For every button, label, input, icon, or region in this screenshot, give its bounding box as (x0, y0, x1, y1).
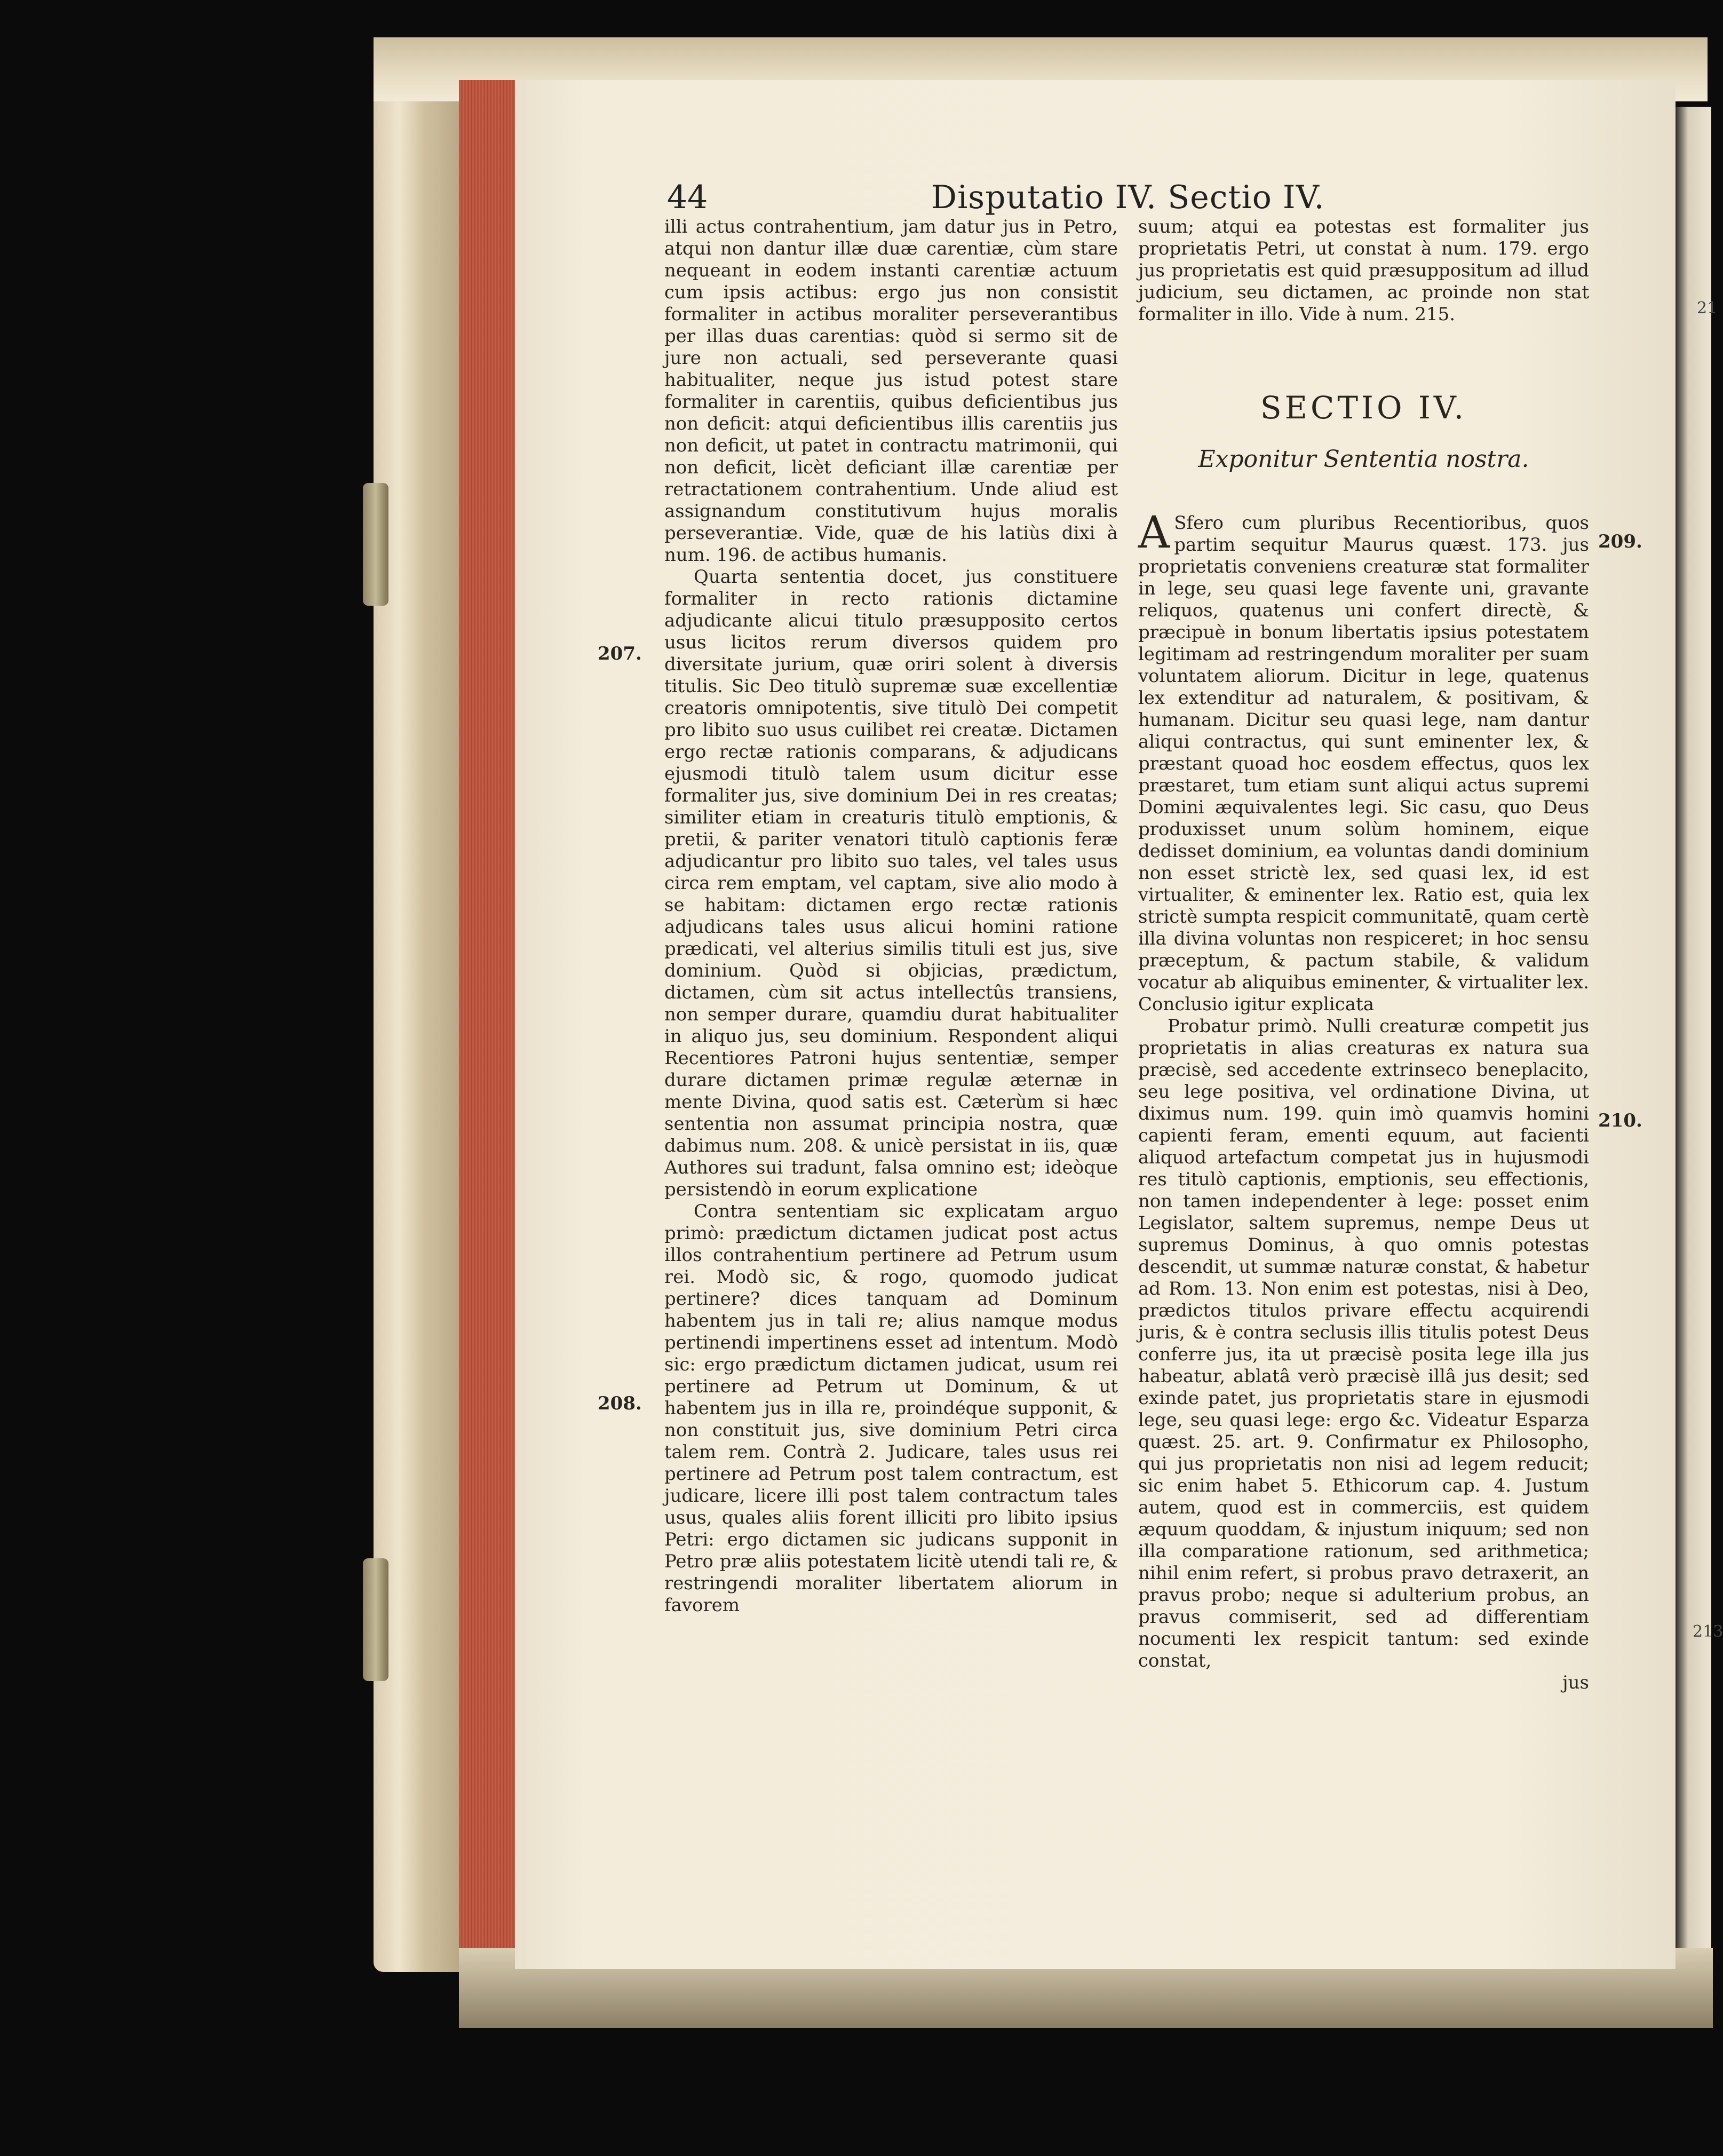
margin-number-207: 207. (598, 643, 642, 664)
left-paragraph-2: Quarta sententia docet, jus constituere formaliter in recto rationis dictamine adjudicante alicui titulo præsupposito certos usus licitos rerum diversos quidem pro diversitate jurium, quæ oriri solent à diversis titulis. Sic Deo titulò supremæ suæ excellentiæ creatoris omnipotentis, sive titulò Dei competit pro libito suo usus cuilibet rei creatæ. Dictamen ergo rectæ rationis comparans, & adjudicans ejusmodi titulò talem usum dicitur esse formaliter jus, sive dominium Dei in res creatas; similiter etiam in creaturis titulò emptionis, & pretii, & pariter venatori titulò captionis feræ adjudicantur pro libito suo tales, vel tales usus circa rem emptam, vel captam, sive alio modo à se habitam: dictamen ergo rectæ rationis adjudicans tales usus alicui homini ratione prædicati, vel alterius similis tituli est jus, sive dominium. Quòd si objicias, prædictum, dictamen, cùm sit actus intellectûs transiens, non semper durare, quamdiu durat habitualiter in aliquo jus, seu dominium. Respondent aliqui Recentiores Patroni hujus sententiæ, semper durare dictamen primæ regulæ æternæ in mente Divina, quod satis est. Cæterùm si hæc sententia non assumat principia nostra, quæ dabimus num. 208. & unicè persistat in iis, quæ Authores sui tradunt, falsa omnino est; ideòque persistendò in eorum explicatione (664, 566, 1118, 1200)
margin-number-210: 210. (1598, 1110, 1642, 1131)
section-heading: SECTIO IV. (1260, 390, 1467, 426)
left-paragraph-1: illi actus contrahentium, jam datur jus in Petro, atqui non dantur illæ duæ carentiæ, cùm stare nequeant in eodem instanti carentiæ actuum cum ipsis actibus: ergo jus non consistit formaliter in actibus moraliter perseverantibus per illas duas carentias: quòd si sermo sit de jure non actuali, sed perseverante quasi habitualiter, neque jus istud potest stare formaliter in carentiis, quibus deficientibus jus non deficit: atqui deficientibus illis carentiis jus non deficit, ut patet in contractu matrimonii, qui non deficit, licèt deficiant illæ carentiæ per retractationem contrahentium. Unde aliud est assignandum constitutivum hujus moralis perseverantiæ. Vide, quæ de his latiùs dixi à num. 196. de actibus humanis. (664, 216, 1118, 566)
left-column (664, 216, 1118, 1616)
next-page-margin-a: 21 (1697, 299, 1718, 318)
drop-cap: A (1138, 508, 1170, 558)
red-page-edges (459, 80, 515, 1969)
next-page-edge (1676, 107, 1711, 1948)
section-subtitle: Exponitur Sententia nostra. (1198, 446, 1529, 473)
next-page-margin-b: 213 (1693, 1622, 1723, 1641)
page-number: 44 (667, 179, 708, 216)
right-paragraph-2 (1138, 508, 1589, 1016)
left-paragraph-3: Contra sententiam sic explicatam arguo primò: prædictum dictamen judicat post actus illos contrahentium pertinere ad Petrum usum rei. Modò sic, & rogo, quomodo judicat pertinere? dices tanquam ad Dominum habentem jus in tali re; alius namque modus pertinendi impertinens esset ad intentum. Modò sic: ergo prædictum dictamen judicat, usum rei pertinere ad Petrum ut Dominum, & ut habentem jus in illa re, proindéque supponit, & non constituit jus, sive dominium Petri circa talem rem. Contrà 2. Judicare, tales usus rei pertinere ad Petrum post talem contractum, est judicare, licere illi post talem contractum tales usus, quales aliis forent illiciti pro libito ipsius Petri: ergo dictamen sic judicans supponit in Petro præ aliis potestatem licitè utendi tali re, & restringendi moraliter libertatem aliorum in favorem (664, 1201, 1118, 1616)
right-paragraph-3: Probatur primò. Nulli creaturæ competit jus proprietatis in alias creaturas ex natura sua præcisè, sed accedente extrinseco beneplacito, seu lege positiva, vel ordinatione Divina, ut diximus num. 199. quin imò quamvis homini capienti feram, ementi equum, aut facienti aliquod artefactum competat jus in hujusmodi res titulò captionis, emptionis, seu effectionis, non tamen independenter à lege: posset enim Legislator, saltem supremus, nempe Deus ut supremus Dominus, à quo omnis potestas descendit, ut summæ naturæ constat, & habetur ad Rom. 13. Non enim est potestas, nisi à Deo, prædictos titulos privare effectu acquirendi juris, & è contra seclusis illis titulis potest Deus conferre jus, ita ut præcisè posita lege illa jus habeatur, ablatâ verò præcisè illâ jus desit; sed exinde patet, jus proprietatis stare in ejusmodi lege, seu quasi lege: ergo &c. Videatur Esparza quæst. 25. art. 9. Confirmatur ex Philosopho, qui jus proprietatis non nisi ad legem reducit; sic enim habet 5. Ethicorum cap. 4. Justum autem, quod est in commerciis, est quidem æquum quoddam, & injustum iniquum; sed non illa comparatione rationum, sed arithmetica; nihil enim refert, si probus pravo detraxerit, an pravus probo; neque si adulterium probus, an pravus commiserit, sed ad differentiam nocumenti lex respicit tantum: sed exinde constat, (1138, 1016, 1589, 1671)
margin-number-208: 208. (598, 1393, 642, 1414)
clasp-top (363, 483, 388, 606)
margin-number-209: 209. (1598, 531, 1642, 552)
page-header (667, 179, 1334, 221)
book-cover-edge (374, 40, 459, 1972)
catchword: jus (1562, 1672, 1589, 1693)
right-paragraph-1: suum; atqui ea potestas est formaliter jus proprietatis Petri, ut constat à num. 179. ergo jus proprietatis est quid præsuppositum ad illud judicium, seu dictamen, ac proinde non stat formaliter in illo. Vide à num. 215. (1138, 216, 1589, 325)
clasp-bottom (363, 1558, 388, 1681)
right-column-top (1138, 216, 1589, 326)
running-head: Disputatio IV. Sectio IV. (931, 179, 1325, 216)
right-paragraph-2-text: Sfero cum pluribus Recentioribus, quos partim sequitur Maurus quæst. 173. jus proprietatis conveniens creaturæ stat formaliter in lege, seu quasi lege favente uni, gravante reliquos, quatenus uni confert directè, & præcipuè in bonum libertatis ipsius potestatem legitimam ad restringendum moraliter per suam voluntatem aliorum. Dicitur in lege, quatenus lex extenditur ad naturalem, & positivam, & humanam. Dicitur seu quasi lege, nam dantur aliqui contractus, qui sunt eminenter lex, & præstant quoad hoc eosdem effectus, quos lex præstaret, tum etiam sunt aliqui actus supremi Domini æquivalentes legi. Sic casu, quo Deus produxisset unum solùm hominem, eique dedisset dominium, ea voluntas dandi dominium non esset strictè lex, sed quasi lex, id est virtualiter, & eminenter lex. Ratio est, quia lex strictè sumpta respicit communitatē, quam certè illa divina voluntas non respiceret; in hoc sensu præceptum, & pactum stabile, & validum vocatur ab aliquibus eminenter, & virtualiter lex. Conclusio igitur explicata (1138, 512, 1589, 1015)
right-column-body (1138, 508, 1589, 1694)
